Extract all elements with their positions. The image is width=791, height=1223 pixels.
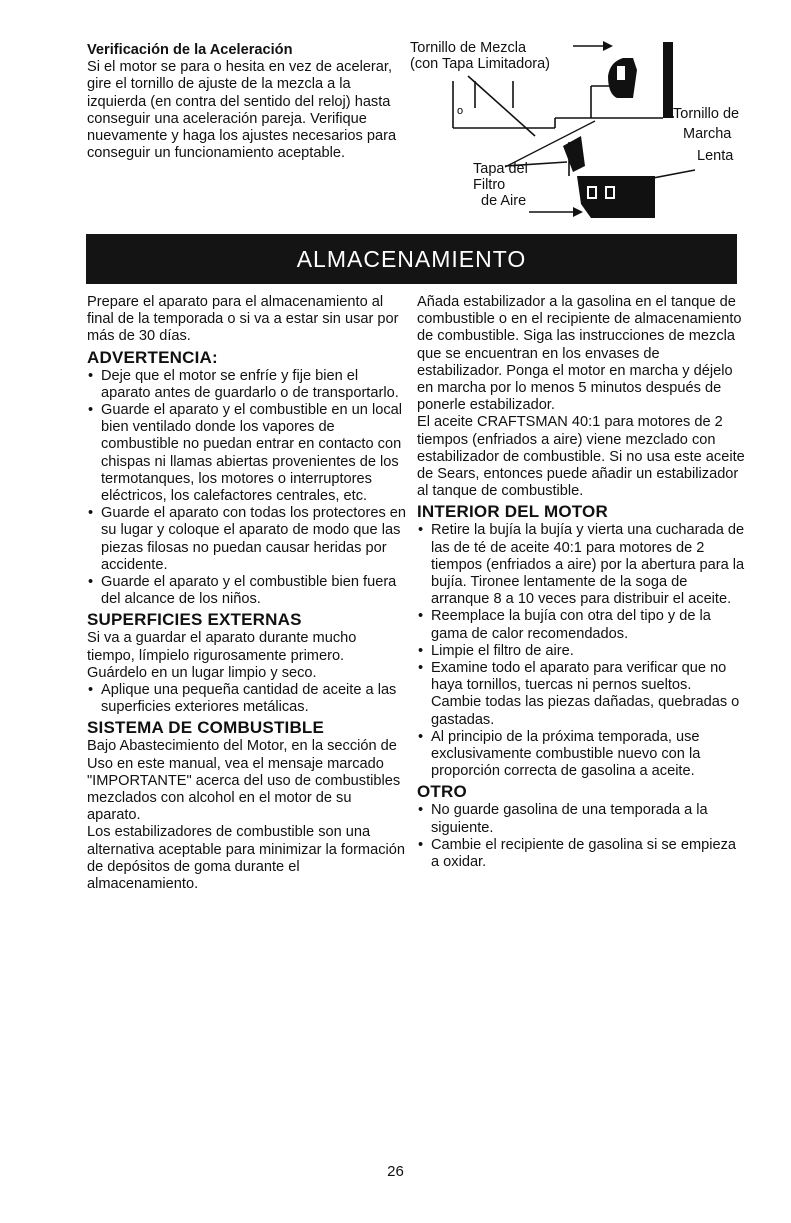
air-filter-label-line2: Filtro — [473, 177, 506, 193]
other-heading: OTRO — [417, 782, 467, 802]
air-filter-label-line3: de Aire — [481, 193, 527, 209]
list-item: • No guarde gasolina de una temporada a la siguiente. — [417, 802, 745, 836]
warning-heading: ADVERTENCIA: — [87, 347, 218, 367]
engine-interior-list — [417, 522, 745, 780]
limiter-cap-label: (con Tapa Limitadora) — [410, 56, 550, 72]
list-item: • Retire la bujía la bujía y vierta una cucharada de las de té de aceite 40:1 para motores de 2 tiempos (enfriados a aire) por la abertura para la bujía. Tironee lentamente de la soga de arranque 8 a 10 veces para distribuir el aceite. — [417, 522, 745, 608]
list-item: • Aplique una pequeña cantidad de aceite a las superficies exteriores metálicas. — [87, 682, 407, 716]
storage-banner: ALMACENAMIENTO — [86, 234, 737, 284]
idle-screw-label-line3: Lenta — [697, 148, 734, 164]
list-item: • Guarde el aparato con todas los protectores en su lugar y coloque el aparato de modo que las piezas filosas no puedan causar heridas por accidente. — [87, 505, 407, 574]
list-item: • Cambie el recipiente de gasolina si se empieza a oxidar. — [417, 837, 745, 871]
external-surfaces-heading: SUPERFICIES EXTERNAS — [87, 610, 302, 630]
left-column — [87, 294, 407, 893]
svg-text:o: o — [457, 105, 464, 117]
list-item: • Limpie el filtro de aire. — [417, 643, 745, 660]
page-number: 26 — [387, 1163, 404, 1180]
list-item: • Al principio de la próxima temporada, use exclusivamente combustible nuevo con la proporción correcta de gasolina a aceite. — [417, 729, 745, 781]
section-title: Verificación de la Aceleración — [87, 42, 293, 58]
fuel-system-body-1: Bajo Abastecimiento del Motor, en la sección de Uso en este manual, vea el mensaje marcado "IMPORTANTE" acerca del uso de combustibles mezclados con alcohol en el motor de su aparato. — [87, 738, 401, 824]
fuel-system-body-2: Los estabilizadores de combustible son una alternativa aceptable para minimizar la formación de depósitos de goma durante el almacenamiento. — [87, 824, 405, 893]
list-item: • Deje que el motor se enfríe y fije bien el aparato antes de guardarlo o de transportarlo. — [87, 368, 407, 402]
craftsman-oil-paragraph: El aceite CRAFTSMAN 40:1 para motores de 2 tiempos (enfriados a aire) viene mezclado con estabilizador de combustible. Si no usa este aceite de Sears, entonces puede añadir un estabilizador al tanque de combustible. — [417, 414, 745, 500]
right-column — [417, 294, 745, 871]
idle-screw-label-line1: Tornillo de — [673, 106, 740, 122]
list-item: • Guarde el aparato y el combustible en un local bien ventilado donde los vapores de combustible no puedan entrar en contacto con chispas ni llamas abiertas provenientes de los termotanques, los motores o interruptores eléctricos, los calefactores centrales, etc. — [87, 402, 407, 505]
section-body: Si el motor se para o hesita en vez de acelerar, gire el tornillo de ajuste de la mezcla a la izquierda (en contra del sentido del reloj) hasta conseguir una aceleración pareja. Verifique nuevamente y haga los ajustes necesarios para conseguir un funcionamiento aceptable. — [87, 59, 397, 162]
list-item: • Examine todo el aparato para verificar que no haya tornillos, tuercas ni pernos sueltos. Cambie todas las piezas dañadas, quebradas o gastadas. — [417, 660, 745, 729]
storage-intro: Prepare el aparato para el almacenamiento al final de la temporada o si va a estar sin usar por más de 30 días. — [87, 294, 399, 345]
warning-list — [87, 368, 407, 609]
fuel-system-heading: SISTEMA DE COMBUSTIBLE — [87, 718, 325, 738]
acceleration-check-section — [87, 42, 405, 162]
list-item: • Guarde el aparato y el combustible bien fuera del alcance de los niños. — [87, 574, 407, 608]
other-list — [417, 802, 745, 871]
air-filter-label-line1: Tapa del — [473, 161, 528, 177]
external-surfaces-list — [87, 682, 407, 716]
mixture-screw-label: Tornillo de Mezcla — [410, 40, 527, 56]
engine-interior-heading: INTERIOR DEL MOTOR — [417, 502, 608, 522]
external-surfaces-body: Si va a guardar el aparato durante mucho tiempo, límpielo rigurosamente primero. Guárdelo en un lugar limpio y seco. — [87, 630, 357, 681]
stabilizer-paragraph: Añada estabilizador a la gasolina en el tanque de combustible o en el recipiente de almacenamiento de combustible. Siga las instrucciones de mezcla que se encuentran en los envases de estabilizador. Ponga el motor en marcha y déjelo en marcha por lo menos 5 minutos después de ponerle estabilizador. — [417, 294, 742, 414]
carburetor-diagram — [405, 36, 765, 226]
idle-screw-label-line2: Marcha — [683, 126, 732, 142]
list-item: • Reemplace la bujía con otra del tipo y de la gama de calor recomendados. — [417, 608, 745, 642]
